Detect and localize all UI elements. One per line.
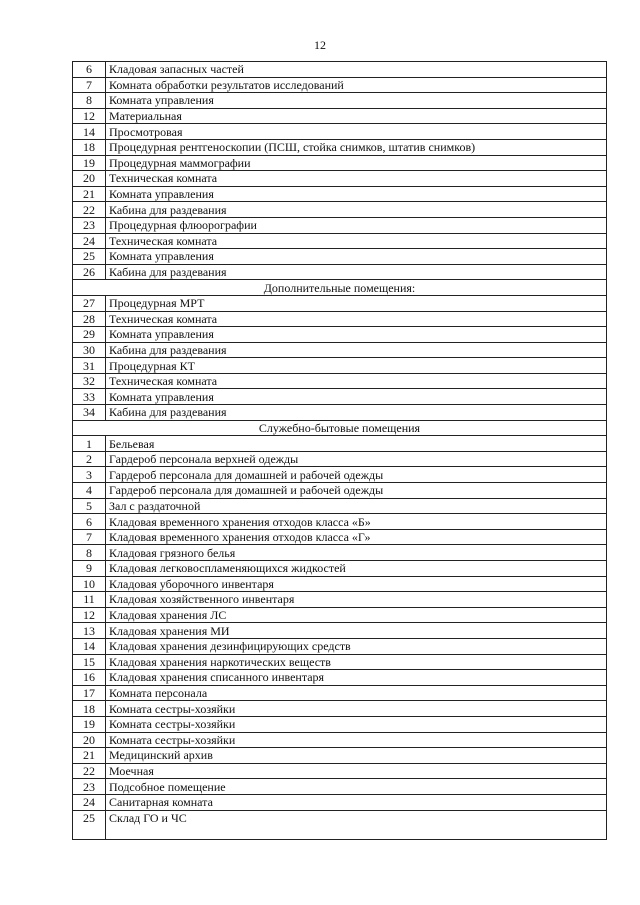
room-name: Кладовая грязного белья bbox=[106, 545, 607, 561]
room-name: Комната управления bbox=[106, 93, 607, 109]
room-number: 22 bbox=[73, 763, 106, 779]
room-number: 20 bbox=[73, 732, 106, 748]
table-row bbox=[73, 233, 607, 249]
table-row bbox=[73, 124, 607, 140]
room-name: Комната обработки результатов исследований bbox=[106, 77, 607, 93]
room-name: Техническая комната bbox=[106, 171, 607, 187]
room-number: 7 bbox=[73, 529, 106, 545]
room-number: 24 bbox=[73, 794, 106, 810]
room-number: 2 bbox=[73, 451, 106, 467]
room-number: 18 bbox=[73, 139, 106, 155]
room-name: Зал с раздаточной bbox=[106, 498, 607, 514]
room-name: Кладовая уборочного инвентаря bbox=[106, 576, 607, 592]
room-number: 19 bbox=[73, 716, 106, 732]
table-row bbox=[73, 327, 607, 343]
table-row bbox=[73, 77, 607, 93]
room-number: 4 bbox=[73, 483, 106, 499]
room-number: 15 bbox=[73, 654, 106, 670]
section-header-row bbox=[73, 420, 607, 436]
room-number: 21 bbox=[73, 748, 106, 764]
table-row bbox=[73, 264, 607, 280]
room-name: Комната сестры-хозяйки bbox=[106, 701, 607, 717]
table-row bbox=[73, 358, 607, 374]
room-name: Бельевая bbox=[106, 436, 607, 452]
table-row bbox=[73, 654, 607, 670]
room-name: Кабина для раздевания bbox=[106, 264, 607, 280]
room-number: 13 bbox=[73, 623, 106, 639]
table-row bbox=[73, 576, 607, 592]
table-row bbox=[73, 716, 607, 732]
room-name: Подсобное помещение bbox=[106, 779, 607, 795]
table-row bbox=[73, 685, 607, 701]
room-name: Процедурная КТ bbox=[106, 358, 607, 374]
room-name: Гардероб персонала для домашней и рабочей одежды bbox=[106, 483, 607, 499]
table-row bbox=[73, 467, 607, 483]
table-row bbox=[73, 623, 607, 639]
room-name: Комната управления bbox=[106, 249, 607, 265]
room-name: Кладовая хранения дезинфицирующих средств bbox=[106, 638, 607, 654]
room-number: 19 bbox=[73, 155, 106, 171]
table-row bbox=[73, 217, 607, 233]
room-name: Комната сестры-хозяйки bbox=[106, 732, 607, 748]
room-number: 6 bbox=[73, 514, 106, 530]
room-number: 3 bbox=[73, 467, 106, 483]
room-number: 12 bbox=[73, 108, 106, 124]
room-number: 25 bbox=[73, 249, 106, 265]
rooms-table bbox=[72, 61, 607, 840]
room-name: Комната управления bbox=[106, 186, 607, 202]
room-name: Санитарная комната bbox=[106, 794, 607, 810]
room-number: 5 bbox=[73, 498, 106, 514]
table-row bbox=[73, 93, 607, 109]
room-number: 23 bbox=[73, 779, 106, 795]
table-row bbox=[73, 732, 607, 748]
room-number: 11 bbox=[73, 592, 106, 608]
room-name: Склад ГО и ЧС bbox=[106, 810, 607, 839]
section-header-row bbox=[73, 280, 607, 296]
room-name: Моечная bbox=[106, 763, 607, 779]
table-row bbox=[73, 638, 607, 654]
table-row bbox=[73, 592, 607, 608]
room-number: 14 bbox=[73, 638, 106, 654]
room-number: 8 bbox=[73, 93, 106, 109]
room-name: Процедурная флюорографии bbox=[106, 217, 607, 233]
table-row bbox=[73, 514, 607, 530]
table-row bbox=[73, 436, 607, 452]
table-row bbox=[73, 108, 607, 124]
room-name: Комната персонала bbox=[106, 685, 607, 701]
room-number: 9 bbox=[73, 561, 106, 577]
room-name: Техническая комната bbox=[106, 311, 607, 327]
table-row bbox=[73, 295, 607, 311]
table-row bbox=[73, 171, 607, 187]
room-name: Кладовая хозяйственного инвентаря bbox=[106, 592, 607, 608]
room-name: Комната сестры-хозяйки bbox=[106, 716, 607, 732]
section-title: Дополнительные помещения: bbox=[73, 280, 607, 296]
room-number: 28 bbox=[73, 311, 106, 327]
room-name: Техническая комната bbox=[106, 233, 607, 249]
room-name: Кабина для раздевания bbox=[106, 202, 607, 218]
table-row bbox=[73, 389, 607, 405]
room-name: Кладовая хранения наркотических веществ bbox=[106, 654, 607, 670]
room-name: Комната управления bbox=[106, 327, 607, 343]
room-number: 23 bbox=[73, 217, 106, 233]
room-number: 18 bbox=[73, 701, 106, 717]
table-row bbox=[73, 373, 607, 389]
table-row bbox=[73, 561, 607, 577]
table-row bbox=[73, 607, 607, 623]
table-row bbox=[73, 62, 607, 78]
room-name: Гардероб персонала для домашней и рабочей одежды bbox=[106, 467, 607, 483]
table-row bbox=[73, 311, 607, 327]
table-row bbox=[73, 451, 607, 467]
table-row bbox=[73, 139, 607, 155]
table-row bbox=[73, 155, 607, 171]
table-row bbox=[73, 779, 607, 795]
table-row bbox=[73, 483, 607, 499]
room-number: 1 bbox=[73, 436, 106, 452]
room-name: Материальная bbox=[106, 108, 607, 124]
room-name: Комната управления bbox=[106, 389, 607, 405]
table-row bbox=[73, 810, 607, 839]
table-row bbox=[73, 342, 607, 358]
room-name: Гардероб персонала верхней одежды bbox=[106, 451, 607, 467]
table-row bbox=[73, 545, 607, 561]
room-name: Медицинский архив bbox=[106, 748, 607, 764]
room-number: 7 bbox=[73, 77, 106, 93]
room-number: 31 bbox=[73, 358, 106, 374]
room-number: 32 bbox=[73, 373, 106, 389]
table-row bbox=[73, 794, 607, 810]
table-row bbox=[73, 748, 607, 764]
room-number: 34 bbox=[73, 405, 106, 421]
room-name: Процедурная маммографии bbox=[106, 155, 607, 171]
room-name: Кладовая легковоспламеняющихся жидкостей bbox=[106, 561, 607, 577]
room-name: Кладовая временного хранения отходов класса «Б» bbox=[106, 514, 607, 530]
room-name: Кабина для раздевания bbox=[106, 342, 607, 358]
table-row bbox=[73, 186, 607, 202]
room-name: Процедурная МРТ bbox=[106, 295, 607, 311]
table-row bbox=[73, 763, 607, 779]
table-row bbox=[73, 670, 607, 686]
table-row bbox=[73, 498, 607, 514]
page-number: 12 bbox=[314, 38, 326, 52]
room-number: 22 bbox=[73, 202, 106, 218]
room-number: 25 bbox=[73, 810, 106, 839]
table-row bbox=[73, 405, 607, 421]
section-title: Служебно-бытовые помещения bbox=[73, 420, 607, 436]
room-number: 27 bbox=[73, 295, 106, 311]
table-row bbox=[73, 529, 607, 545]
table-row bbox=[73, 701, 607, 717]
room-number: 12 bbox=[73, 607, 106, 623]
room-name: Техническая комната bbox=[106, 373, 607, 389]
room-name: Процедурная рентгеноскопии (ПСШ, стойка снимков, штатив снимков) bbox=[106, 139, 607, 155]
room-number: 14 bbox=[73, 124, 106, 140]
room-number: 29 bbox=[73, 327, 106, 343]
room-name: Кабина для раздевания bbox=[106, 405, 607, 421]
room-number: 8 bbox=[73, 545, 106, 561]
room-number: 10 bbox=[73, 576, 106, 592]
room-name: Кладовая временного хранения отходов класса «Г» bbox=[106, 529, 607, 545]
rooms-table-body bbox=[73, 62, 607, 840]
room-number: 17 bbox=[73, 685, 106, 701]
room-number: 33 bbox=[73, 389, 106, 405]
room-name: Кладовая хранения МИ bbox=[106, 623, 607, 639]
room-number: 6 bbox=[73, 62, 106, 78]
room-number: 16 bbox=[73, 670, 106, 686]
room-number: 20 bbox=[73, 171, 106, 187]
room-number: 30 bbox=[73, 342, 106, 358]
room-name: Кладовая запасных частей bbox=[106, 62, 607, 78]
room-name: Просмотровая bbox=[106, 124, 607, 140]
room-name: Кладовая хранения ЛС bbox=[106, 607, 607, 623]
table-row bbox=[73, 202, 607, 218]
room-number: 26 bbox=[73, 264, 106, 280]
room-number: 21 bbox=[73, 186, 106, 202]
room-number: 24 bbox=[73, 233, 106, 249]
table-row bbox=[73, 249, 607, 265]
room-name: Кладовая хранения списанного инвентаря bbox=[106, 670, 607, 686]
